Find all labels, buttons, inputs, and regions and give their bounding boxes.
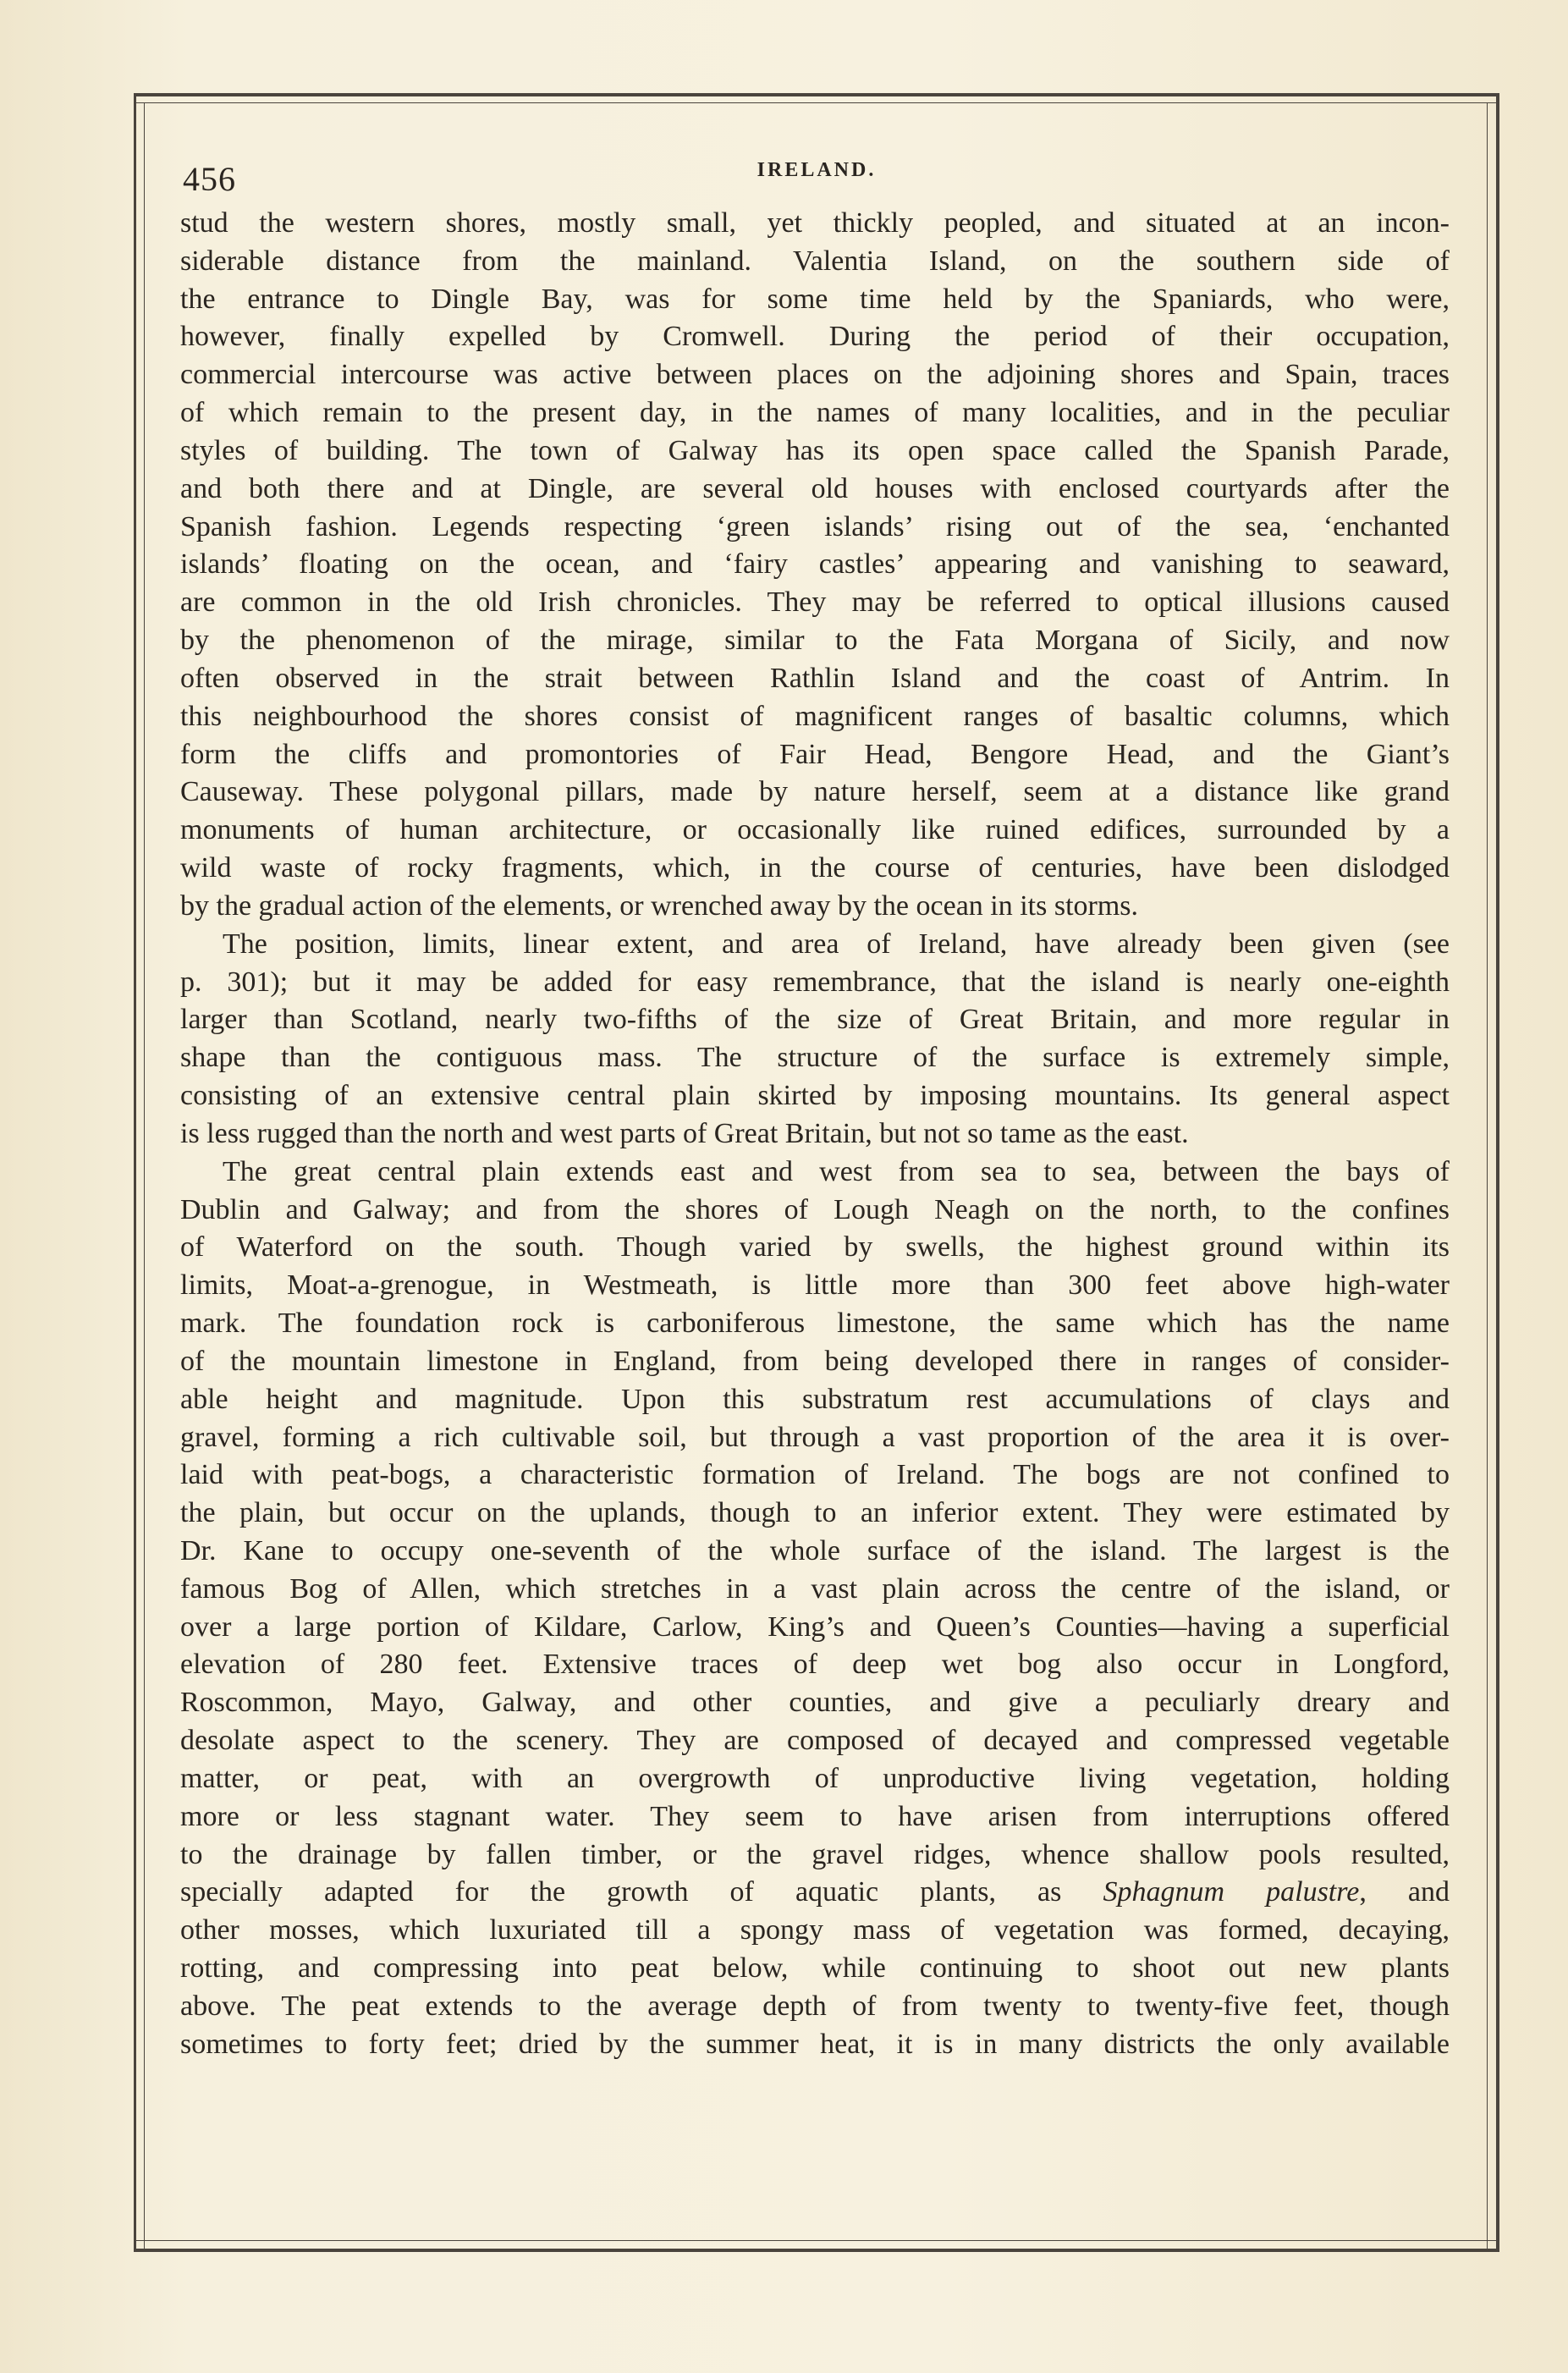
text-line: often observed in the strait between Rathlin Island and the coast of Antrim. In	[180, 662, 1450, 694]
text-line: gravel, forming a rich cultivable soil, but through a vast proportion of the area it is over-	[180, 1421, 1450, 1453]
right-inner-rule	[1487, 102, 1488, 2249]
text-line: of the mountain limestone in England, from being developed there in ranges of consider-	[180, 1345, 1450, 1377]
text-line: The position, limits, linear extent, and area of Ireland, have already been given (see	[223, 928, 1450, 960]
text-line: Spanish fashion. Legends respecting ‘green islands’ rising out of the sea, ‘enchanted	[180, 510, 1450, 542]
text-line: larger than Scotland, nearly two-fifths of the size of Great Britain, and more regular in	[180, 1004, 1450, 1036]
text-line-segment: , and	[1359, 1876, 1450, 1908]
text-line: shape than the contiguous mass. The structure of the surface is extremely simple,	[180, 1042, 1450, 1074]
text-line: laid with peat-bogs, a characteristic formation of Ireland. The bogs are not confined to	[180, 1459, 1450, 1491]
text-line: by the gradual action of the elements, or wrenched away by the ocean in its storms.	[180, 889, 1139, 922]
text-line: other mosses, which luxuriated till a spongy mass of vegetation was formed, decaying,	[180, 1914, 1450, 1946]
text-line: of which remain to the present day, in the names of many localities, and in the peculiar	[180, 397, 1450, 429]
bottom-inner-rule	[134, 2240, 1498, 2241]
text-line: siderable distance from the mainland. Valentia Island, on the southern side of	[180, 245, 1450, 277]
text-line: by the phenomenon of the mirage, similar to the Fata Morgana of Sicily, and now	[180, 625, 1450, 657]
text-line: The great central plain extends east and west from sea to sea, between the bays of	[223, 1155, 1450, 1187]
text-line-segment: specially adapted for the growth of aquatic plants, as	[180, 1876, 1103, 1908]
text-line: Dublin and Galway; and from the shores of Lough Neagh on the north, to the confines	[180, 1193, 1450, 1225]
italic-species-name: Sphagnum palustre	[1103, 1876, 1360, 1908]
text-line: famous Bog of Allen, which stretches in a vast plain across the centre of the island, or	[180, 1572, 1450, 1605]
text-line: commercial intercourse was active between places on the adjoining shores and Spain, traces	[180, 359, 1450, 391]
left-border-rule	[134, 93, 136, 2252]
right-border-rule	[1496, 93, 1499, 2252]
text-line: stud the western shores, mostly small, yet thickly peopled, and situated at an incon-	[180, 207, 1450, 239]
text-line: Dr. Kane to occupy one-seventh of the whole surface of the island. The largest is the	[180, 1534, 1450, 1566]
text-line: wild waste of rocky fragments, which, in the course of centuries, have been dislodged	[180, 852, 1450, 884]
text-line: p. 301); but it may be added for easy remembrance, that the island is nearly one-eighth	[180, 966, 1450, 998]
text-line: above. The peat extends to the average depth of from twenty to twenty-five feet, though	[180, 1990, 1450, 2022]
text-line: more or less stagnant water. They seem to have arisen from interruptions offered	[180, 1800, 1450, 1832]
text-line: and both there and at Dingle, are several old houses with enclosed courtyards after the	[180, 472, 1450, 504]
page-number: 456	[183, 160, 236, 198]
text-line: Causeway. These polygonal pillars, made by nature herself, seem at a distance like grand	[180, 776, 1450, 808]
text-line: form the cliffs and promontories of Fair Head, Bengore Head, and the Giant’s	[180, 738, 1450, 770]
text-line: matter, or peat, with an overgrowth of unproductive living vegetation, holding	[180, 1762, 1450, 1794]
text-line: however, finally expelled by Cromwell. During the period of their occupation,	[180, 321, 1450, 353]
text-line: is less rugged than the north and west parts of Great Britain, but not so tame as the east.	[180, 1117, 1189, 1149]
text-line: monuments of human architecture, or occasionally like ruined edifices, surrounded by a	[180, 814, 1450, 846]
text-line: islands’ floating on the ocean, and ‘fairy castles’ appearing and vanishing to seaward,	[180, 548, 1450, 581]
text-line	[180, 1874, 1450, 1912]
text-line: the plain, but occur on the uplands, though to an inferior extent. They were estimated by	[180, 1497, 1450, 1529]
text-line: elevation of 280 feet. Extensive traces of deep wet bog also occur in Longford,	[180, 1649, 1450, 1681]
left-inner-rule	[144, 102, 145, 2249]
text-line: consisting of an extensive central plain skirted by imposing mountains. Its general aspect	[180, 1080, 1450, 1112]
text-line: Roscommon, Mayo, Galway, and other counties, and give a peculiarly dreary and	[180, 1687, 1450, 1719]
running-head: IRELAND.	[756, 159, 877, 181]
top-inner-rule	[134, 102, 1498, 103]
text-line: limits, Moat-a-grenogue, in Westmeath, is little more than 300 feet above high-water	[180, 1269, 1450, 1302]
text-line: rotting, and compressing into peat below, while continuing to shoot out new plants	[180, 1952, 1450, 1985]
bottom-border-rule	[134, 2249, 1498, 2252]
top-border-rule	[134, 93, 1498, 96]
text-line: mark. The foundation rock is carboniferous limestone, the same which has the name	[180, 1308, 1450, 1340]
text-line: are common in the old Irish chronicles. They may be referred to optical illusions caused	[180, 586, 1450, 619]
text-line: of Waterford on the south. Though varied by swells, the highest ground within its	[180, 1231, 1450, 1264]
text-line: the entrance to Dingle Bay, was for some time held by the Spaniards, who were,	[180, 283, 1450, 315]
text-line: over a large portion of Kildare, Carlow, King’s and Queen’s Counties—having a superficial	[180, 1610, 1450, 1643]
text-line: styles of building. The town of Galway has its open space called the Spanish Parade,	[180, 434, 1450, 466]
page-header	[169, 152, 1464, 198]
text-line: desolate aspect to the scenery. They are composed of decayed and compressed vegetable	[180, 1725, 1450, 1757]
text-line: to the drainage by fallen timber, or the gravel ridges, whence shallow pools resulted,	[180, 1838, 1450, 1870]
text-line: this neighbourhood the shores consist of magnificent ranges of basaltic columns, which	[180, 700, 1450, 732]
body-text	[180, 205, 1450, 2064]
text-line: sometimes to forty feet; dried by the summer heat, it is in many districts the only available	[180, 2028, 1450, 2060]
text-line: able height and magnitude. Upon this substratum rest accumulations of clays and	[180, 1383, 1450, 1415]
